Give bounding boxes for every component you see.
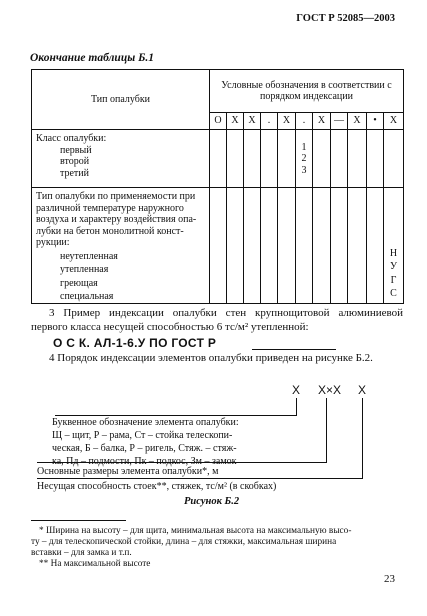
- type-title-line: Тип опалубки по применяемости при: [36, 191, 196, 202]
- dimensions-label: Основные размеры элемента опалубки*, м: [37, 466, 219, 477]
- table-row-class: [32, 130, 404, 188]
- type-item: неутепленная: [60, 250, 118, 262]
- element-code-letter: Х: [292, 383, 301, 397]
- example-code: О С К. АЛ-1-6.У ПО ГОСТ Р: [53, 336, 217, 350]
- class-item: первый: [60, 144, 92, 156]
- type-title-line: воздуха и характеру воздействия опа-: [36, 214, 197, 225]
- table-header-row: [32, 70, 404, 113]
- type-item: утепленная: [60, 264, 109, 275]
- footnote-line: * Ширина на высоту – для щита, минимальная высота на максимальную высо-: [39, 526, 352, 536]
- col-header-designations: Условные обозначения в соответствии с порядком индексации: [210, 70, 404, 113]
- position-cell: О: [210, 113, 227, 130]
- type-mark-cell: [384, 188, 404, 304]
- type-title-line: лубки на бетон монолитной конст-: [36, 225, 184, 237]
- paragraph-order: 4 Порядок индексации элементов опалубки приведен на рисунке Б.2.: [49, 352, 373, 364]
- type-item: греющая: [60, 277, 98, 289]
- type-mark: С: [390, 288, 397, 299]
- footnote-line: вставки – для замка и т.п.: [31, 548, 132, 558]
- table-row-type: [32, 188, 404, 304]
- class-item: третий: [60, 167, 90, 179]
- position-cell: Х: [384, 113, 404, 130]
- dimension-code-letters: Х×Х: [318, 383, 342, 397]
- footnote-line: ** На максимальной высоте: [39, 559, 151, 569]
- footnote-line: ту – для телескопической стойки, длина – для стяжки, максимальная ширина: [31, 537, 337, 547]
- capacity-label: Несущая способность стоек**, стяжек, тс/м² (в скобках): [37, 481, 277, 492]
- leader-line: [326, 398, 327, 462]
- class-item: второй: [60, 156, 90, 167]
- table-caption: Окончание таблицы Б.1: [30, 52, 155, 64]
- class-mark: 1: [301, 141, 307, 153]
- capacity-code-letter: Х: [358, 383, 367, 397]
- position-cell: Х: [313, 113, 331, 130]
- class-mark-cell: [296, 130, 313, 188]
- figure-caption: Рисунок Б.2: [184, 496, 240, 507]
- position-cell: Х: [348, 113, 367, 130]
- position-cell: .: [296, 113, 313, 130]
- type-mark: Г: [390, 274, 397, 286]
- type-mark: Н: [389, 247, 398, 259]
- legend-line: Щ – щит, Р – рама, Ст – стойка телескопи-: [52, 430, 233, 441]
- position-cell: —: [331, 113, 348, 130]
- page-number: 23: [384, 573, 395, 585]
- footnote-separator: [31, 520, 126, 521]
- leader-line: [296, 398, 297, 415]
- type-title-line: рукции:: [36, 237, 70, 248]
- position-cell: .: [261, 113, 278, 130]
- position-cell: •: [367, 113, 384, 130]
- code-blank-line: [252, 349, 336, 350]
- standard-header: ГОСТ Р 52085—2003: [296, 13, 395, 24]
- class-title: Класс опалубки:: [36, 133, 107, 144]
- col-header-type: Тип опалубки: [32, 70, 210, 130]
- position-cell: Х: [278, 113, 296, 130]
- leader-line: [37, 478, 363, 479]
- type-title-line: различной температуре наружного: [36, 202, 184, 214]
- legend-line: ческая, Б – балка, Р – ригель, Стяж. – стяж-: [52, 443, 237, 454]
- position-cell: Х: [227, 113, 244, 130]
- position-cell: Х: [244, 113, 261, 130]
- class-mark: 3: [301, 164, 307, 176]
- legend-line: Буквенное обозначение элемента опалубки:: [52, 417, 239, 428]
- class-cell: [32, 130, 210, 188]
- type-cell: [32, 188, 210, 304]
- class-mark: 2: [301, 153, 307, 164]
- leader-line: [362, 398, 363, 478]
- type-mark: У: [389, 261, 398, 272]
- legend-line: ка, Пд – подмости, Пк – подкос, Зм – замок: [52, 456, 237, 467]
- type-item: специальная: [60, 291, 114, 302]
- paragraph-example: 3 Пример индексации опалубки стен крупнощитовой алюминиевой первого класса несущей способностью 6 тс/м² утепленной:: [31, 307, 403, 333]
- designation-table: [31, 69, 404, 304]
